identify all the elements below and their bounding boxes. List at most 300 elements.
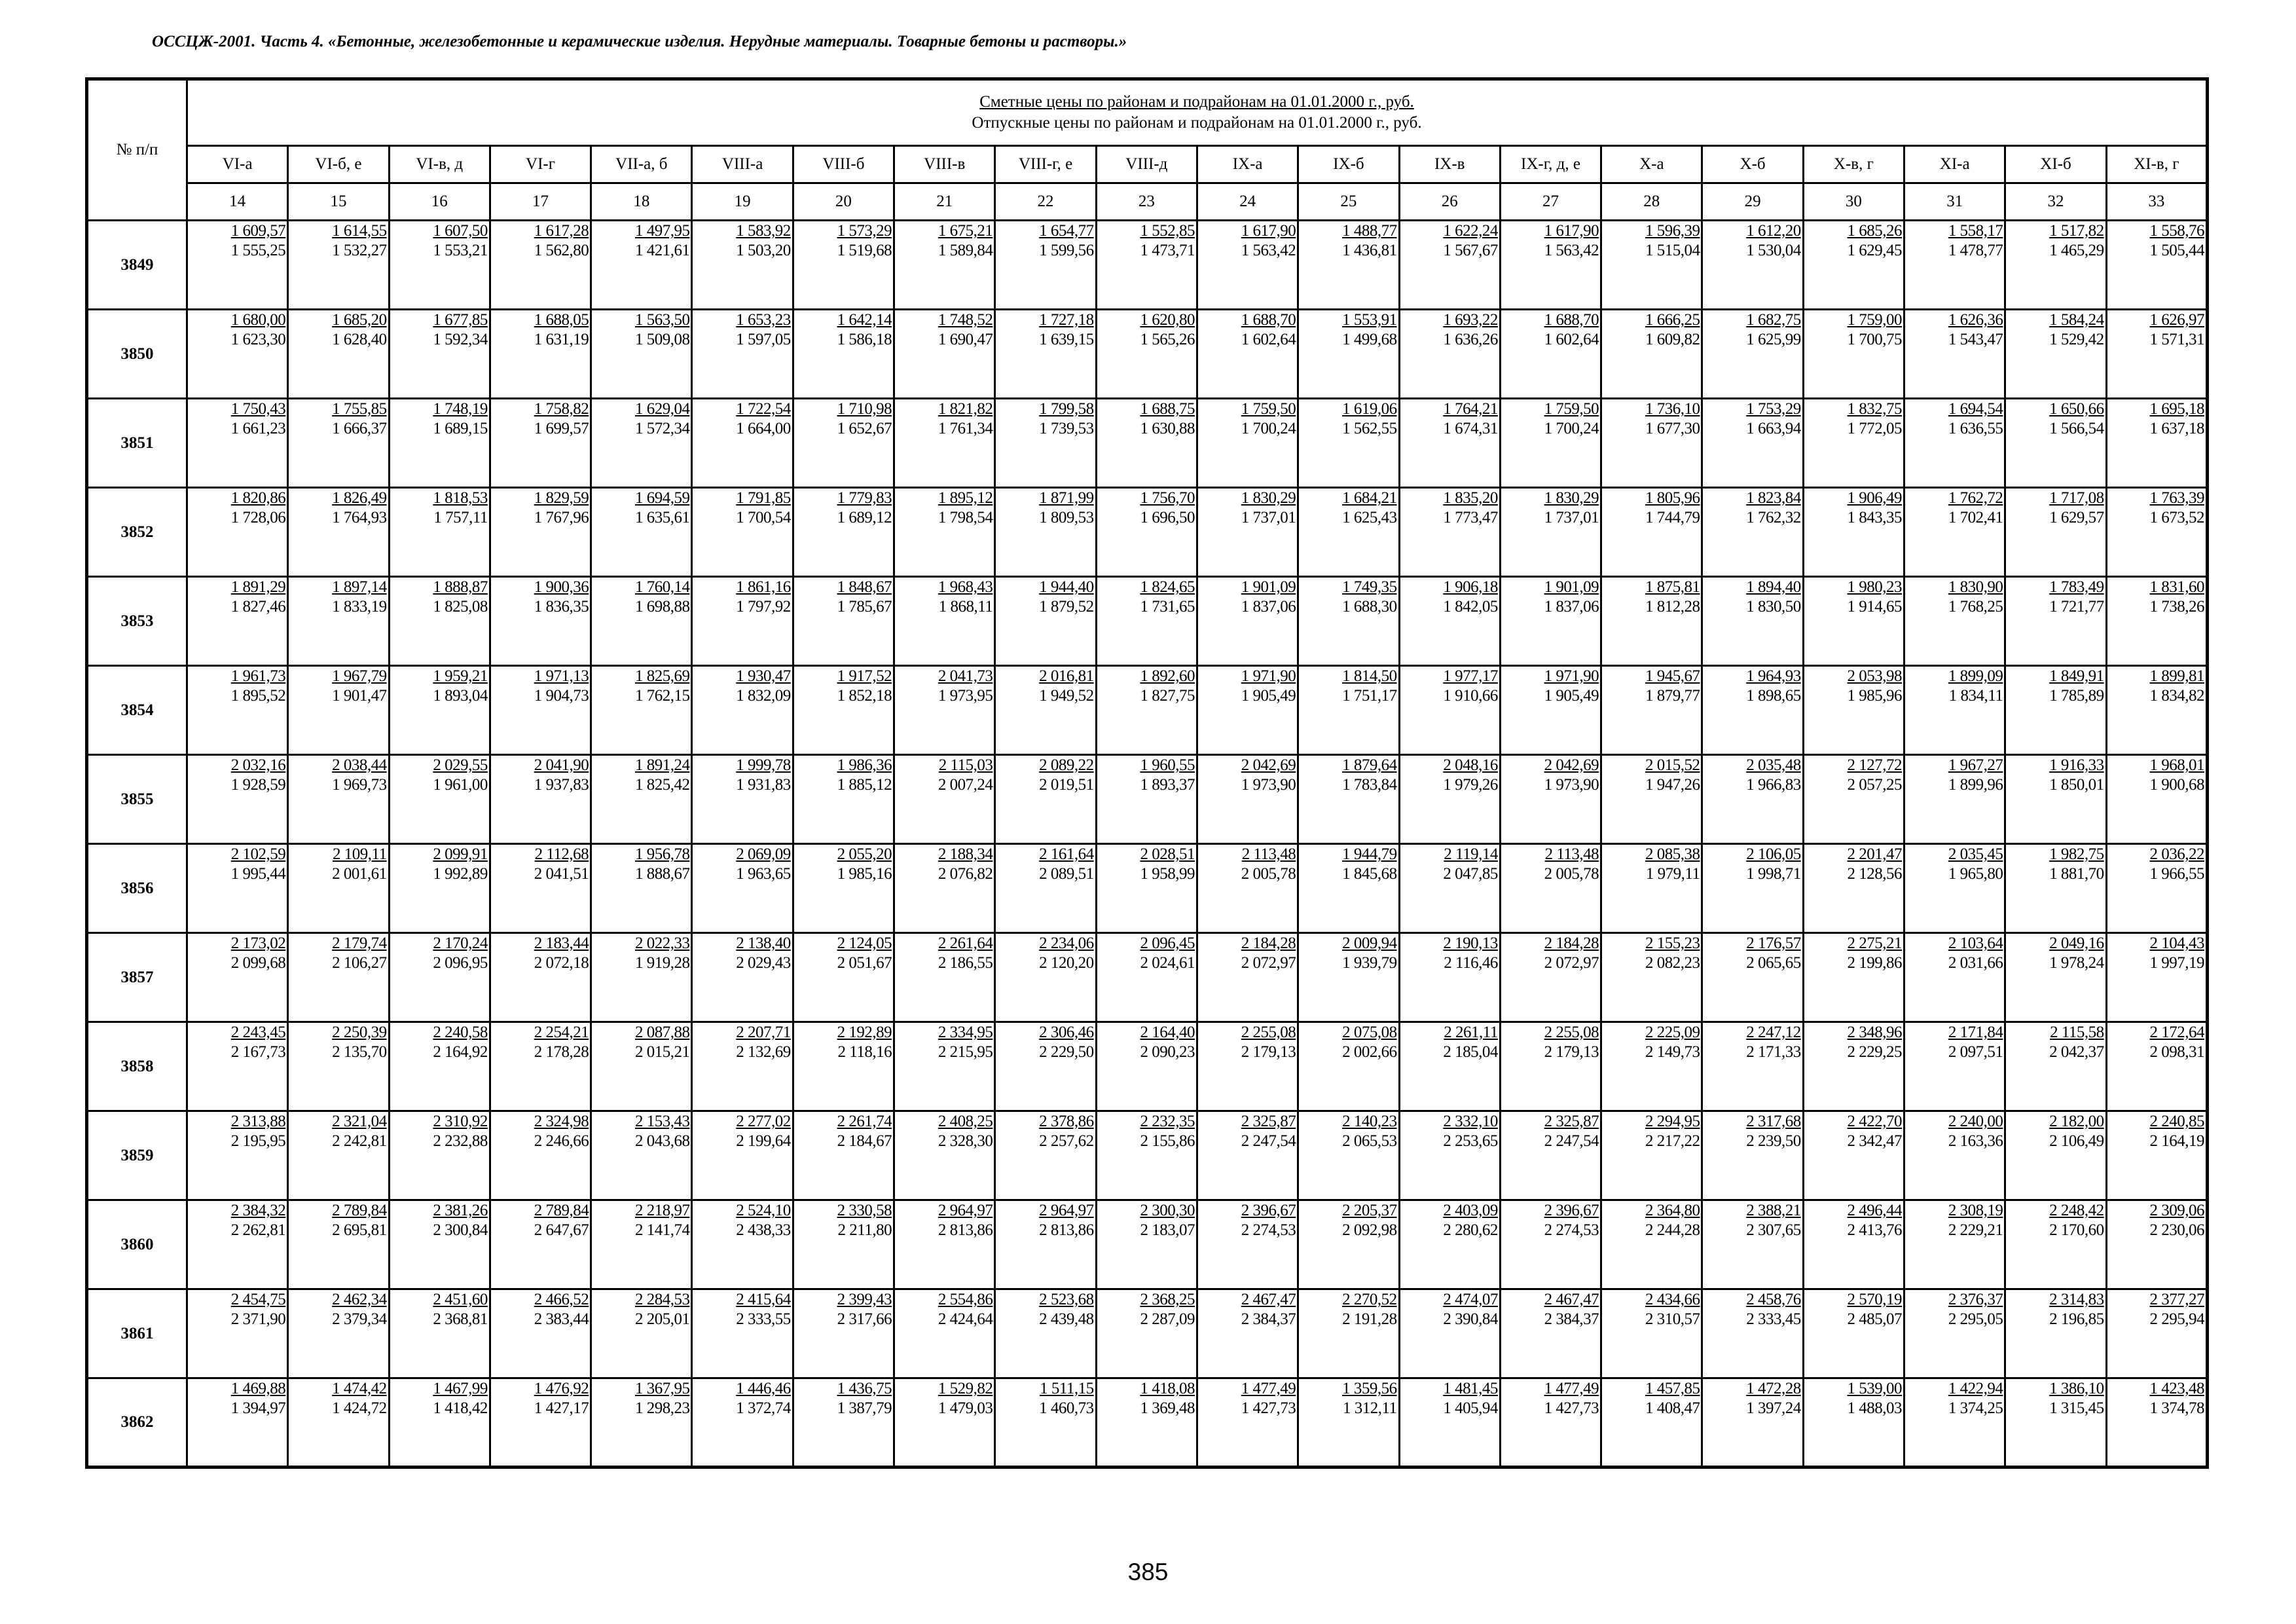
estimate-price: 1 959,21 xyxy=(433,667,488,685)
price-cell xyxy=(389,666,490,755)
price-cell xyxy=(894,1289,995,1378)
estimate-price: 2 036,22 xyxy=(2149,845,2204,863)
price-cell xyxy=(1904,844,2005,933)
price-cell xyxy=(1500,844,1601,933)
release-price: 1 625,99 xyxy=(1746,331,1801,348)
release-price: 1 562,55 xyxy=(1342,420,1397,437)
release-price: 2 185,04 xyxy=(1443,1043,1498,1061)
release-price: 1 762,15 xyxy=(634,687,690,705)
release-price: 2 230,06 xyxy=(2149,1221,2204,1239)
estimate-price: 1 982,75 xyxy=(2049,845,2104,863)
estimate-price: 1 892,60 xyxy=(1140,667,1195,685)
release-price: 1 888,67 xyxy=(634,865,690,883)
price-cell xyxy=(288,933,389,1022)
price-cell xyxy=(1298,1022,1399,1111)
release-price: 1 837,06 xyxy=(1241,598,1296,616)
release-price: 1 978,24 xyxy=(2049,954,2104,972)
release-price: 1 744,79 xyxy=(1645,509,1700,526)
price-cell xyxy=(1803,933,1904,1022)
estimate-price: 2 127,72 xyxy=(1847,756,1903,774)
price-cell xyxy=(187,666,288,755)
release-price: 1 830,50 xyxy=(1746,598,1801,616)
estimate-price: 1 477,49 xyxy=(1544,1380,1599,1397)
release-price: 2 247,54 xyxy=(1241,1132,1296,1150)
release-price: 1 809,53 xyxy=(1039,509,1094,526)
column-number: 19 xyxy=(692,183,793,221)
price-cell xyxy=(793,488,894,577)
release-price: 1 677,30 xyxy=(1645,420,1700,437)
release-price: 2 310,57 xyxy=(1645,1310,1700,1328)
release-price: 1 700,24 xyxy=(1544,420,1599,437)
column-header: IX-г, д, е xyxy=(1500,146,1601,183)
price-cell xyxy=(995,1022,1096,1111)
estimate-price: 1 971,90 xyxy=(1241,667,1296,685)
release-price: 2 300,84 xyxy=(433,1221,488,1239)
price-cell xyxy=(1702,1289,1803,1378)
price-cell xyxy=(692,933,793,1022)
price-cell xyxy=(1399,221,1500,310)
release-price: 1 674,31 xyxy=(1443,420,1498,437)
release-price: 2 295,05 xyxy=(1948,1310,2003,1328)
estimate-price: 2 321,04 xyxy=(332,1113,387,1130)
price-cell xyxy=(187,1289,288,1378)
release-price: 2 307,65 xyxy=(1746,1221,1801,1239)
estimate-price: 1 944,79 xyxy=(1342,845,1397,863)
release-price: 1 973,90 xyxy=(1544,776,1599,794)
price-cell xyxy=(389,1022,490,1111)
price-cell xyxy=(894,1111,995,1200)
price-cell xyxy=(2106,577,2207,666)
estimate-price: 1 823,84 xyxy=(1746,489,1801,507)
row-number: 3851 xyxy=(87,399,187,488)
price-cell xyxy=(793,1378,894,1467)
release-price: 1 673,52 xyxy=(2149,509,2204,526)
release-price: 1 652,67 xyxy=(837,420,892,437)
estimate-price: 2 294,95 xyxy=(1645,1113,1700,1130)
release-price: 2 333,55 xyxy=(736,1310,791,1328)
price-cell xyxy=(490,1200,591,1289)
release-price: 2 232,88 xyxy=(433,1132,488,1150)
release-price: 1 893,37 xyxy=(1140,776,1195,794)
release-price: 2 183,07 xyxy=(1140,1221,1195,1239)
release-price: 2 239,50 xyxy=(1746,1132,1801,1150)
release-price: 1 408,47 xyxy=(1645,1399,1700,1417)
release-price: 1 664,00 xyxy=(736,420,791,437)
estimate-price: 1 964,93 xyxy=(1746,667,1801,685)
release-price: 1 478,77 xyxy=(1948,242,2003,259)
estimate-price: 1 677,85 xyxy=(433,311,488,329)
price-cell xyxy=(490,666,591,755)
price-cell xyxy=(1500,1022,1601,1111)
price-cell xyxy=(1601,666,1702,755)
release-price: 1 834,82 xyxy=(2149,687,2204,705)
release-price: 2 485,07 xyxy=(1847,1310,1903,1328)
estimate-price: 1 722,54 xyxy=(736,400,791,418)
release-price: 2 092,98 xyxy=(1342,1221,1397,1239)
estimate-price: 1 750,43 xyxy=(230,400,286,418)
row-number: 3862 xyxy=(87,1378,187,1467)
estimate-price: 1 753,29 xyxy=(1746,400,1801,418)
price-cell xyxy=(1500,221,1601,310)
price-cell xyxy=(490,1289,591,1378)
price-cell xyxy=(692,1378,793,1467)
estimate-price: 1 824,65 xyxy=(1140,578,1195,596)
price-cell xyxy=(2005,666,2106,755)
estimate-price: 1 871,99 xyxy=(1039,489,1094,507)
price-cell xyxy=(288,310,389,399)
estimate-price: 1 759,00 xyxy=(1847,311,1903,329)
release-price: 2 647,67 xyxy=(534,1221,589,1239)
estimate-price: 1 930,47 xyxy=(736,667,791,685)
estimate-price: 1 614,55 xyxy=(332,222,387,240)
price-cell xyxy=(389,1378,490,1467)
estimate-price: 1 879,64 xyxy=(1342,756,1397,774)
price-cell xyxy=(1500,666,1601,755)
price-cell xyxy=(1500,1200,1601,1289)
price-cell xyxy=(894,488,995,577)
release-price: 1 965,80 xyxy=(1948,865,2003,883)
estimate-price: 2 113,48 xyxy=(1241,845,1296,863)
estimate-price: 2 277,02 xyxy=(736,1113,791,1130)
price-cell xyxy=(490,488,591,577)
estimate-price: 1 906,49 xyxy=(1847,489,1903,507)
release-price: 1 833,19 xyxy=(332,598,387,616)
estimate-price: 2 207,71 xyxy=(736,1024,791,1041)
price-cell xyxy=(894,844,995,933)
estimate-price: 1 476,92 xyxy=(534,1380,589,1397)
column-header: X-б xyxy=(1702,146,1803,183)
price-cell xyxy=(1197,1200,1298,1289)
price-cell xyxy=(793,933,894,1022)
document-header: ОССЦЖ-2001. Часть 4. «Бетонные, железобетонные и керамические изделия. Нерудные материалы. Товарные бетоны и растворы.» xyxy=(152,33,1127,50)
price-cell xyxy=(692,1111,793,1200)
price-cell xyxy=(591,933,692,1022)
row-number: 3852 xyxy=(87,488,187,577)
column-number: 18 xyxy=(591,183,692,221)
release-price: 2 106,27 xyxy=(332,954,387,972)
release-price: 2 120,20 xyxy=(1039,954,1094,972)
price-cell xyxy=(389,577,490,666)
estimate-price: 1 835,20 xyxy=(1443,489,1498,507)
release-price: 1 688,30 xyxy=(1342,598,1397,616)
estimate-price: 2 422,70 xyxy=(1847,1113,1903,1130)
price-cell xyxy=(1601,221,1702,310)
release-price: 1 312,11 xyxy=(1342,1399,1397,1417)
release-price: 1 637,18 xyxy=(2149,420,2204,437)
estimate-price: 2 330,58 xyxy=(837,1202,892,1219)
price-cell xyxy=(1197,399,1298,488)
estimate-price: 1 488,77 xyxy=(1342,222,1397,240)
price-cell xyxy=(288,844,389,933)
release-price: 2 262,81 xyxy=(230,1221,286,1239)
price-cell xyxy=(1904,310,2005,399)
price-cell xyxy=(1904,399,2005,488)
price-cell xyxy=(1096,310,1197,399)
estimate-price: 1 688,05 xyxy=(534,311,589,329)
estimate-price: 1 693,22 xyxy=(1443,311,1498,329)
row-number: 3849 xyxy=(87,221,187,310)
estimate-price: 2 155,23 xyxy=(1645,934,1700,952)
release-price: 1 623,30 xyxy=(230,331,286,348)
release-price: 1 949,52 xyxy=(1039,687,1094,705)
estimate-price: 2 474,07 xyxy=(1443,1291,1498,1308)
release-price: 1 961,00 xyxy=(433,776,488,794)
release-price: 2 097,51 xyxy=(1948,1043,2003,1061)
price-cell xyxy=(288,755,389,844)
release-price: 2 170,60 xyxy=(2049,1221,2104,1239)
estimate-price: 1 359,56 xyxy=(1342,1380,1397,1397)
price-cell xyxy=(1399,310,1500,399)
price-cell xyxy=(894,399,995,488)
estimate-price: 1 895,12 xyxy=(938,489,993,507)
column-number: 17 xyxy=(490,183,591,221)
row-number: 3859 xyxy=(87,1111,187,1200)
release-price: 2 098,31 xyxy=(2149,1043,2204,1061)
row-number: 3853 xyxy=(87,577,187,666)
estimate-price: 2 261,74 xyxy=(837,1113,892,1130)
release-price: 1 499,68 xyxy=(1342,331,1397,348)
table-title-release: Отпускные цены по районам и подрайонам на 01.01.2000 г., руб. xyxy=(972,114,1422,132)
price-cell xyxy=(1601,1022,1702,1111)
release-price: 2 015,21 xyxy=(634,1043,690,1061)
estimate-price: 2 255,08 xyxy=(1241,1024,1296,1041)
estimate-price: 1 820,86 xyxy=(230,489,286,507)
estimate-price: 2 119,14 xyxy=(1444,845,1498,863)
price-cell xyxy=(591,488,692,577)
estimate-price: 1 832,75 xyxy=(1847,400,1903,418)
estimate-price: 1 446,46 xyxy=(736,1380,791,1397)
estimate-price: 2 317,68 xyxy=(1746,1113,1801,1130)
release-price: 2 118,16 xyxy=(837,1043,892,1061)
estimate-price: 1 477,49 xyxy=(1241,1380,1296,1397)
estimate-price: 2 075,08 xyxy=(1342,1024,1397,1041)
estimate-price: 2 434,66 xyxy=(1645,1291,1700,1308)
release-price: 2 090,23 xyxy=(1140,1043,1195,1061)
price-cell xyxy=(1197,488,1298,577)
release-price: 1 895,52 xyxy=(230,687,286,705)
release-price: 1 690,47 xyxy=(938,331,993,348)
price-cell xyxy=(1096,1289,1197,1378)
release-price: 1 910,66 xyxy=(1443,687,1498,705)
release-price: 2 199,86 xyxy=(1847,954,1903,972)
release-price: 1 421,61 xyxy=(634,242,690,259)
estimate-price: 1 900,36 xyxy=(534,578,589,596)
release-price: 2 164,92 xyxy=(433,1043,488,1061)
price-cell xyxy=(2005,1378,2106,1467)
estimate-price: 1 469,88 xyxy=(230,1380,286,1397)
price-cell xyxy=(591,1022,692,1111)
release-price: 2 005,78 xyxy=(1544,865,1599,883)
table-row xyxy=(87,577,2208,666)
estimate-price: 2 364,80 xyxy=(1645,1202,1700,1219)
release-price: 1 372,74 xyxy=(736,1399,791,1417)
release-price: 1 629,45 xyxy=(1847,242,1903,259)
price-cell xyxy=(995,844,1096,933)
price-cell xyxy=(995,666,1096,755)
price-cell xyxy=(995,310,1096,399)
release-price: 1 700,75 xyxy=(1847,331,1903,348)
release-price: 2 024,61 xyxy=(1140,954,1195,972)
price-cell xyxy=(2106,221,2207,310)
price-cell xyxy=(1399,1022,1500,1111)
price-cell xyxy=(288,1022,389,1111)
price-cell xyxy=(2106,844,2207,933)
price-cell xyxy=(1601,1200,1702,1289)
price-cell xyxy=(591,844,692,933)
price-cell xyxy=(490,1111,591,1200)
release-price: 2 132,69 xyxy=(736,1043,791,1061)
price-cell xyxy=(793,221,894,310)
release-price: 1 565,26 xyxy=(1140,331,1195,348)
price-cell xyxy=(2005,488,2106,577)
estimate-price: 1 986,36 xyxy=(837,756,892,774)
price-cell xyxy=(187,1022,288,1111)
release-price: 1 721,77 xyxy=(2049,598,2104,616)
price-cell xyxy=(490,1378,591,1467)
release-price: 1 629,57 xyxy=(2049,509,2104,526)
price-cell xyxy=(2106,1022,2207,1111)
release-price: 1 696,50 xyxy=(1140,509,1195,526)
release-price: 2 244,28 xyxy=(1645,1221,1700,1239)
release-price: 1 931,83 xyxy=(736,776,791,794)
release-price: 1 702,41 xyxy=(1948,509,2003,526)
price-cell xyxy=(1702,1022,1803,1111)
release-price: 1 529,42 xyxy=(2049,331,2104,348)
release-price: 1 635,61 xyxy=(634,509,690,526)
estimate-price: 1 619,06 xyxy=(1342,400,1397,418)
release-price: 1 572,34 xyxy=(634,420,690,437)
estimate-price: 1 759,50 xyxy=(1241,400,1296,418)
price-cell xyxy=(187,488,288,577)
price-cell xyxy=(1096,1111,1197,1200)
price-cell xyxy=(1904,488,2005,577)
estimate-price: 2 124,05 xyxy=(837,934,892,952)
price-cell xyxy=(2005,844,2106,933)
estimate-price: 1 901,09 xyxy=(1241,578,1296,596)
price-cell xyxy=(1803,577,1904,666)
release-price: 2 229,50 xyxy=(1039,1043,1094,1061)
estimate-price: 1 629,04 xyxy=(634,400,690,418)
release-price: 2 065,53 xyxy=(1342,1132,1397,1150)
estimate-price: 2 153,43 xyxy=(634,1113,690,1130)
estimate-price: 2 042,69 xyxy=(1241,756,1296,774)
estimate-price: 2 396,67 xyxy=(1241,1202,1296,1219)
release-price: 1 397,24 xyxy=(1746,1399,1801,1417)
price-cell xyxy=(591,1378,692,1467)
release-price: 2 072,97 xyxy=(1241,954,1296,972)
release-price: 1 798,54 xyxy=(938,509,993,526)
price-cell xyxy=(1904,1022,2005,1111)
release-price: 1 418,42 xyxy=(433,1399,488,1417)
estimate-price: 2 415,64 xyxy=(736,1291,791,1308)
estimate-price: 2 029,55 xyxy=(433,756,488,774)
estimate-price: 1 826,49 xyxy=(332,489,387,507)
estimate-price: 1 945,67 xyxy=(1645,667,1700,685)
table-row xyxy=(87,310,2208,399)
estimate-price: 1 481,45 xyxy=(1443,1380,1498,1397)
release-price: 1 737,01 xyxy=(1241,509,1296,526)
estimate-price: 2 388,21 xyxy=(1746,1202,1801,1219)
column-number: 22 xyxy=(995,183,1096,221)
release-price: 2 089,51 xyxy=(1039,865,1094,883)
estimate-price: 1 497,95 xyxy=(634,222,690,240)
estimate-price: 2 069,09 xyxy=(736,845,791,863)
column-number: 14 xyxy=(187,183,288,221)
column-number: 31 xyxy=(1904,183,2005,221)
price-cell xyxy=(1096,221,1197,310)
price-cell xyxy=(1500,399,1601,488)
release-price: 1 602,64 xyxy=(1544,331,1599,348)
release-price: 2 164,19 xyxy=(2149,1132,2204,1150)
estimate-price: 1 755,85 xyxy=(332,400,387,418)
release-price: 1 628,40 xyxy=(332,331,387,348)
release-price: 1 599,56 xyxy=(1039,242,1094,259)
estimate-price: 1 529,82 xyxy=(938,1380,993,1397)
estimate-price: 2 554,86 xyxy=(938,1291,993,1308)
estimate-price: 2 348,96 xyxy=(1847,1024,1903,1041)
release-price: 2 155,86 xyxy=(1140,1132,1195,1150)
price-cell xyxy=(1399,1378,1500,1467)
estimate-price: 2 138,40 xyxy=(736,934,791,952)
price-cell xyxy=(1500,933,1601,1022)
column-number: 27 xyxy=(1500,183,1601,221)
price-cell xyxy=(187,1200,288,1289)
estimate-price: 2 087,88 xyxy=(634,1024,690,1041)
price-cell xyxy=(793,1022,894,1111)
estimate-price: 1 553,91 xyxy=(1342,311,1397,329)
price-cell xyxy=(1500,1289,1601,1378)
estimate-price: 2 035,45 xyxy=(1948,845,2003,863)
estimate-price: 1 760,14 xyxy=(634,578,690,596)
estimate-price: 1 617,90 xyxy=(1241,222,1296,240)
release-price: 1 689,12 xyxy=(837,509,892,526)
release-price: 1 785,67 xyxy=(837,598,892,616)
estimate-price: 1 467,99 xyxy=(433,1380,488,1397)
price-cell xyxy=(1803,221,1904,310)
estimate-price: 2 789,84 xyxy=(534,1202,589,1219)
price-cell xyxy=(793,399,894,488)
estimate-price: 2 523,68 xyxy=(1039,1291,1094,1308)
release-price: 1 834,11 xyxy=(1948,687,2003,705)
column-header: X-а xyxy=(1601,146,1702,183)
price-cell xyxy=(1904,1200,2005,1289)
price-cell xyxy=(793,577,894,666)
release-price: 1 503,20 xyxy=(736,242,791,259)
release-price: 1 773,47 xyxy=(1443,509,1498,526)
price-cell xyxy=(692,844,793,933)
release-price: 1 979,11 xyxy=(1645,865,1700,883)
price-cell xyxy=(1601,488,1702,577)
estimate-price: 1 916,33 xyxy=(2049,756,2104,774)
price-cell xyxy=(1298,221,1399,310)
column-number: 26 xyxy=(1399,183,1500,221)
release-price: 1 914,65 xyxy=(1847,598,1903,616)
price-cell xyxy=(1096,1200,1197,1289)
estimate-price: 1 779,83 xyxy=(837,489,892,507)
estimate-price: 2 261,64 xyxy=(938,934,993,952)
estimate-price: 1 748,19 xyxy=(433,400,488,418)
release-price: 2 042,37 xyxy=(2049,1043,2104,1061)
release-price: 1 555,25 xyxy=(230,242,286,259)
column-header: XI-а xyxy=(1904,146,2005,183)
release-price: 1 836,35 xyxy=(534,598,589,616)
column-number: 23 xyxy=(1096,183,1197,221)
release-price: 1 947,26 xyxy=(1645,776,1700,794)
price-cell xyxy=(288,488,389,577)
estimate-price: 2 171,84 xyxy=(1948,1024,2003,1041)
estimate-price: 2 022,33 xyxy=(634,934,690,952)
price-cell xyxy=(1601,755,1702,844)
